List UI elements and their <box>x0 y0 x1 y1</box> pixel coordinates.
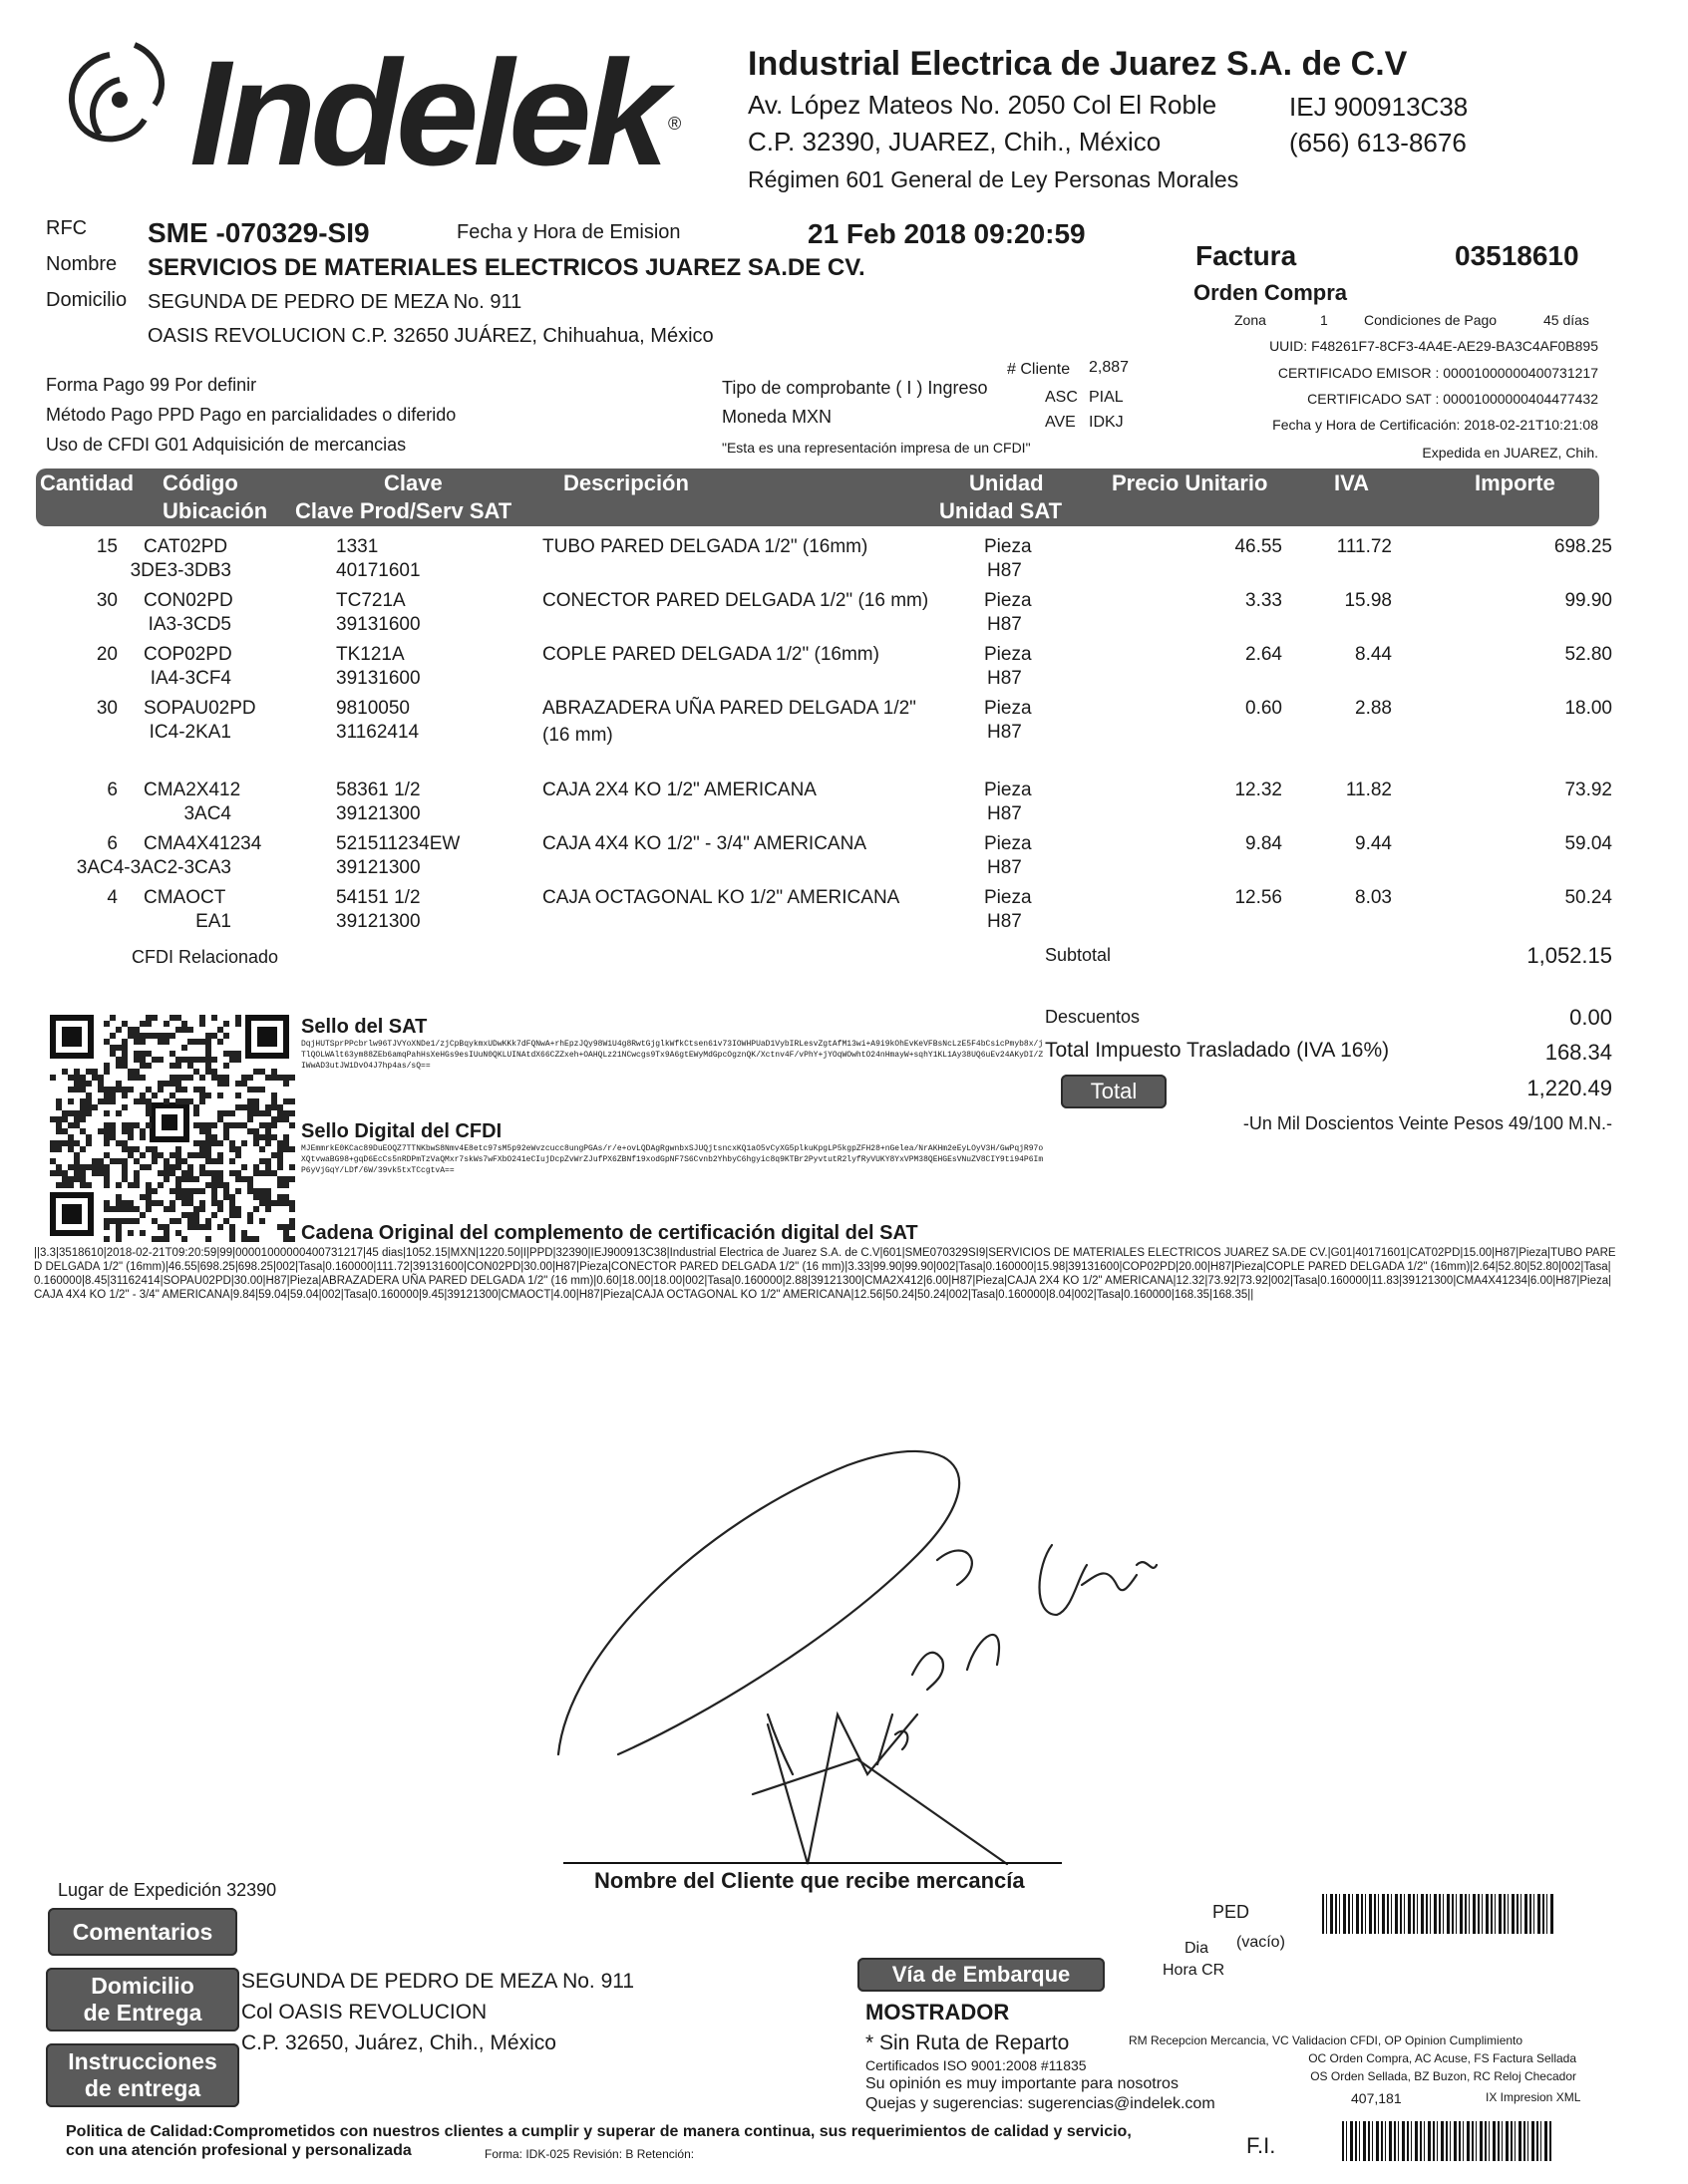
svg-text:®: ® <box>668 114 682 134</box>
asc-label: ASC <box>1045 389 1078 406</box>
cell-importe: 18.00 <box>1564 698 1612 719</box>
politica-line-2: con una atención profesional y personalizada <box>66 2142 412 2159</box>
cell-precio: 0.60 <box>1245 698 1282 719</box>
instrucciones-entrega-label <box>46 2043 239 2107</box>
cell-ubicacion: IA4-3CF4 <box>150 668 231 689</box>
firma-label: Nombre del Cliente que recibe mercancía <box>594 1868 1025 1893</box>
sin-ruta: * Sin Ruta de Reparto <box>865 2031 1070 2054</box>
company-iej: IEJ 900913C38 <box>1289 92 1469 122</box>
cell-unidad: Pieza <box>984 833 1032 854</box>
total-letra: -Un Mil Doscientos Veinte Pesos 49/100 M.N.- <box>1242 1113 1612 1133</box>
cell-codigo: CMA4X41234 <box>144 833 262 854</box>
cell-precio: 2.64 <box>1245 644 1282 665</box>
handwritten-signature-icon <box>538 1415 1177 1934</box>
cell-precio: 9.84 <box>1245 833 1282 854</box>
cell-cantidad: 6 <box>107 780 118 800</box>
total-label: Total <box>1061 1075 1167 1108</box>
header-unidad-sat: Unidad SAT <box>939 498 1063 523</box>
opinion: Su opinión es muy importante para nosotros <box>865 2075 1179 2092</box>
legend-line-3: OS Orden Sellada, BZ Buzon, RC Reloj Checador <box>1310 2069 1576 2083</box>
cadena-original: ||3.3|3518610|2018-02-21T09:20:59|99|00001000000400731217|45 dias|1052.15|MXN|1220.50|I|PPD|32390|IEJ900913C38|Industrial Electrica de Juarez S.A. de C.V|601|SME070329SI9|SERVICIOS DE MATERIALES ELECTRICOS JUAREZ SA.DE CV.|G01|40171601|CAT02PD|15.00|H87|Pieza|TUBO PARED DELGADA 1/2" (16mm)|46.55|698.25|698.25|002|Tasa|0.160000|111.72|39131600|CON02PD|30.00|H87|Pieza|CONECTOR PARED DELGADA 1/2" (16 mm)|3.33|99.90|99.90|002|Tasa|0.160000|15.98|39131600|COP02PD|20.00|H87|Pieza|COPLE PARED DELGADA 1/2" (16mm)|2.64|52.80|52.80|002|Tasa|0.160000|8.45|31162414|SOPAU02PD|30.00|H87|Pieza|ABRAZADERA UÑA PARED DELGADA 1/2" (16 mm)|0.60|18.00|18.00|002|Tasa|0.160000|2.88|39121300|CMA2X412|6.00|H87|Pieza|CAJA 2X4 KO 1/2" AMERICANA|12.32|73.92|73.92|002|Tasa|0.160000|11.83|39121300|CMA4X41234|6.00|H87|Pieza|CAJA 4X4 KO 1/2" - 3/4" AMERICANA|9.84|59.04|59.04|002|Tasa|0.160000|9.45|39121300|CMAOCT|4.00|H87|Pieza|CAJA OCTAGONAL KO 1/2" AMERICANA|12.56|50.24|50.24|002|Tasa|0.160000|8.04|002|Tasa|0.160000|168.35|168.35|| <box>34 1247 1616 1301</box>
cell-unidad: Pieza <box>984 780 1032 800</box>
cell-precio: 3.33 <box>1245 590 1282 611</box>
fecha-label: Fecha y Hora de Emision <box>457 221 681 243</box>
cell-precio: 12.56 <box>1234 887 1282 908</box>
impresion-xml: IX Impresion XML <box>1486 2090 1581 2104</box>
cell-importe: 52.80 <box>1564 644 1612 665</box>
ave-label: AVE <box>1045 414 1076 431</box>
header-descripcion: Descripción <box>563 470 689 495</box>
factura-number: 03518610 <box>1455 240 1579 271</box>
cell-clave: 521511234EW <box>336 833 461 854</box>
cell-iva: 15.98 <box>1344 590 1392 611</box>
forma-revision: Forma: IDK-025 Revisión: B Retención: <box>485 2147 695 2161</box>
descuentos-value: 0.00 <box>1569 1005 1612 1030</box>
cell-descripcion: TUBO PARED DELGADA 1/2" (16mm) <box>542 536 868 557</box>
cell-iva: 9.44 <box>1355 833 1392 854</box>
header-clave-sat: Clave Prod/Serv SAT <box>295 498 512 523</box>
orden-compra-label: Orden Compra <box>1193 280 1348 305</box>
cell-unidad-sat: H87 <box>987 911 1022 932</box>
cell-importe: 698.25 <box>1553 536 1612 557</box>
cell-precio: 12.32 <box>1234 780 1282 800</box>
header-iva: IVA <box>1334 470 1370 495</box>
entrega-line-3: C.P. 32650, Juárez, Chih., México <box>241 2031 556 2054</box>
cell-codigo: CAT02PD <box>144 536 228 557</box>
table-row <box>0 590 1688 644</box>
rfc-label: RFC <box>46 217 88 239</box>
factura-label: Factura <box>1195 240 1297 271</box>
metodo-pago: Método Pago PPD Pago en parcialidades o diferido <box>46 405 457 425</box>
cell-clave-sat: 39121300 <box>336 911 421 932</box>
table-row <box>0 698 1688 752</box>
descuentos-label: Descuentos <box>1045 1007 1141 1027</box>
cell-iva: 11.82 <box>1345 780 1392 800</box>
cell-codigo: CMAOCT <box>144 887 226 908</box>
cell-descripcion: CAJA 2X4 KO 1/2" AMERICANA <box>542 780 817 800</box>
company-logo <box>40 25 688 194</box>
cell-clave-sat: 39131600 <box>336 614 421 635</box>
qr-code-icon <box>46 1011 297 1242</box>
cell-unidad: Pieza <box>984 644 1032 665</box>
cell-clave: TK121A <box>336 644 405 665</box>
impuesto-value: 168.34 <box>1544 1040 1612 1065</box>
table-row <box>0 644 1688 698</box>
domicilio-entrega-line-1: Domicilio <box>91 1973 194 1999</box>
hora-label: Hora CR <box>1163 1962 1225 1979</box>
footer-number: 407,181 <box>1351 2090 1402 2106</box>
fecha-certificacion: Fecha y Hora de Certificación: 2018-02-21T10:21:08 <box>1272 417 1598 433</box>
cell-unidad-sat: H87 <box>987 857 1022 878</box>
sello-sat-label: Sello del SAT <box>301 1016 428 1038</box>
via-embarque-value: MOSTRADOR <box>865 2000 1010 2025</box>
cell-descripcion: ABRAZADERA UÑA PARED DELGADA 1/2" <box>542 698 916 719</box>
cell-cantidad: 15 <box>96 536 118 557</box>
cell-unidad-sat: H87 <box>987 803 1022 824</box>
company-regimen: Régimen 601 General de Ley Personas Morales <box>748 166 1239 192</box>
tipo-comprobante: Tipo de comprobante ( I ) Ingreso <box>722 378 988 398</box>
forma-pago: Forma Pago 99 Por definir <box>46 375 257 395</box>
cell-clave: 58361 1/2 <box>336 780 421 800</box>
header-cantidad: Cantidad <box>40 470 135 495</box>
vacio-label: (vacío) <box>1236 1934 1285 1951</box>
subtotal-label: Subtotal <box>1045 945 1112 965</box>
sello-sat-value: DqjHUTSprPPcbrlw96TJVYoXNDe1/zjCpBqykmxUDwKKk7dFQNwA+rhEpzJQy98W1U4g8RwtGjglkWfkCtsen61v73IOWHPUaD1VybIRLesvZgtAfM13wi+A9i9kOhEvKeVFBsNcLzE5F4bCsicPmyb8x/jTlQOLWAlt63ym88ZEb6amqPahHsXeHGs9esIUuN0QKLUINAtdX66CZZxeh+OAHQLz21NCwcgs9Tx9A6gtEWyMdGpcOgznQK/Xctnv4F/vPhY+jYOqWOwhtO24nHmayW+sqhY1KL1Ay38UQ6uEv24AKyDI/ZIWwAD3utJW1DvO4J7hp4as/sQ== <box>301 1040 1044 1071</box>
company-phone: (656) 613-8676 <box>1289 128 1467 157</box>
cell-cantidad: 6 <box>107 833 118 854</box>
cell-ubicacion: 3AC4-3AC2-3CA3 <box>76 857 231 878</box>
cell-unidad-sat: H87 <box>987 614 1022 635</box>
cell-clave-sat: 31162414 <box>336 722 420 743</box>
header-unidad: Unidad <box>969 470 1044 495</box>
cell-clave: 9810050 <box>336 698 410 719</box>
entrega-line-2: Col OASIS REVOLUCION <box>241 2001 488 2024</box>
certificado-emisor: CERTIFICADO EMISOR : 00001000000400731217 <box>1277 365 1598 381</box>
domicilio-line-2: OASIS REVOLUCION C.P. 32650 JUÁREZ, Chihuahua, México <box>148 325 714 347</box>
entrega-line-1: SEGUNDA DE PEDRO DE MEZA No. 911 <box>241 1970 635 1993</box>
zona-label: Zona <box>1234 312 1266 328</box>
cell-ubicacion: IC4-2KA1 <box>149 722 231 743</box>
company-name: Industrial Electrica de Juarez S.A. de C.V <box>748 45 1408 83</box>
cell-descripcion: COPLE PARED DELGADA 1/2" (16mm) <box>542 644 879 665</box>
via-embarque-label: Vía de Embarque <box>857 1958 1105 1992</box>
table-row <box>0 833 1688 887</box>
header-codigo: Código <box>163 470 238 495</box>
subtotal-value: 1,052.15 <box>1526 943 1612 968</box>
cell-importe: 73.92 <box>1564 780 1612 800</box>
uuid: UUID: F48261F7-8CF3-4A4E-AE29-BA3C4AF0B895 <box>1269 338 1598 354</box>
svg-text:Indelek: Indelek <box>189 29 663 194</box>
asc-value: PIAL <box>1089 389 1124 406</box>
signature-line <box>563 1862 1062 1864</box>
company-address-1: Av. López Mateos No. 2050 Col El Roble <box>748 90 1217 120</box>
cell-cantidad: 30 <box>96 698 118 719</box>
nombre-value: SERVICIOS DE MATERIALES ELECTRICOS JUAREZ SA.DE CV. <box>148 254 865 281</box>
domicilio-entrega-line-2: de Entrega <box>83 2000 202 2026</box>
total-value: 1,220.49 <box>1526 1076 1612 1100</box>
cell-unidad: Pieza <box>984 536 1032 557</box>
nombre-label: Nombre <box>46 253 118 275</box>
moneda: Moneda MXN <box>722 407 833 427</box>
cell-importe: 99.90 <box>1564 590 1612 611</box>
cell-unidad-sat: H87 <box>987 560 1022 581</box>
domicilio-label: Domicilio <box>46 289 128 311</box>
politica-line-1: Politica de Calidad:Comprometidos con nuestros clientes a cumplir y superar de manera continua, sus requerimientos de calidad y servicio, <box>66 2123 1132 2140</box>
cell-clave-sat: 39131600 <box>336 668 421 689</box>
domicilio-entrega-label <box>46 1968 239 2031</box>
impuesto-label: Total Impuesto Trasladado (IVA 16%) <box>1045 1039 1390 1062</box>
ped-label: PED <box>1212 1902 1250 1922</box>
cell-ubicacion: EA1 <box>195 911 231 932</box>
cell-cantidad: 30 <box>96 590 118 611</box>
cell-unidad: Pieza <box>984 887 1032 908</box>
table-row <box>0 536 1688 590</box>
cell-cantidad: 4 <box>107 887 118 908</box>
table-row <box>0 780 1688 833</box>
expedida-en: Expedida en JUAREZ, Chih. <box>1422 445 1598 461</box>
cell-unidad-sat: H87 <box>987 668 1022 689</box>
items-table-header <box>36 468 1599 526</box>
instrucciones-line-2: de entrega <box>84 2075 201 2101</box>
cell-iva: 8.44 <box>1355 644 1392 665</box>
cell-clave-sat: 39121300 <box>336 857 421 878</box>
zona-value: 1 <box>1320 312 1328 328</box>
cell-codigo: SOPAU02PD <box>144 698 256 719</box>
barcode-bottom <box>1342 2121 1553 2161</box>
cell-clave: 54151 1/2 <box>336 887 421 908</box>
qr-code <box>46 1011 297 1242</box>
condiciones-value: 45 días <box>1543 312 1589 328</box>
cell-importe: 59.04 <box>1564 833 1612 854</box>
cell-ubicacion: IA3-3CD5 <box>148 614 231 635</box>
header-importe: Importe <box>1475 470 1555 495</box>
cell-cantidad: 20 <box>96 644 118 665</box>
company-address-2: C.P. 32390, JUAREZ, Chih., México <box>748 127 1162 156</box>
cell-descripcion: CONECTOR PARED DELGADA 1/2" (16 mm) <box>542 590 929 611</box>
sello-cfdi-label: Sello Digital del CFDI <box>301 1120 503 1142</box>
cell-importe: 50.24 <box>1564 887 1612 908</box>
cfdi-relacionado: CFDI Relacionado <box>132 947 279 967</box>
cell-descripcion2: (16 mm) <box>542 725 613 746</box>
cell-ubicacion: 3AC4 <box>183 803 231 824</box>
lugar-expedicion: Lugar de Expedición 32390 <box>58 1880 277 1900</box>
cell-clave: TC721A <box>336 590 406 611</box>
cell-iva: 2.88 <box>1355 698 1392 719</box>
cell-precio: 46.55 <box>1234 536 1282 557</box>
cell-unidad: Pieza <box>984 698 1032 719</box>
quejas: Quejas y sugerencias: sugerencias@indelek.com <box>865 2095 1215 2112</box>
condiciones-label: Condiciones de Pago <box>1364 312 1498 328</box>
fi-label: F.I. <box>1246 2133 1276 2158</box>
certificado-sat: CERTIFICADO SAT : 00001000000404477432 <box>1307 391 1598 407</box>
legend-line-1: RM Recepcion Mercancia, VC Validacion CFDI, OP Opinion Cumplimiento <box>1129 2033 1523 2047</box>
representacion-note: "Esta es una representación impresa de un CFDI" <box>722 440 1031 456</box>
header-precio: Precio Unitario <box>1112 470 1268 495</box>
ave-value: IDKJ <box>1089 414 1124 431</box>
domicilio-line-1: SEGUNDA DE PEDRO DE MEZA No. 911 <box>148 291 522 313</box>
instrucciones-line-1: Instrucciones <box>68 2048 217 2074</box>
cell-clave: 1331 <box>336 536 379 557</box>
table-row <box>0 887 1688 941</box>
cliente-value: 2,887 <box>1089 359 1130 376</box>
iso-cert: Certificados ISO 9001:2008 #11835 <box>865 2057 1087 2073</box>
cell-clave-sat: 40171601 <box>336 560 421 581</box>
cell-codigo: COP02PD <box>144 644 232 665</box>
comentarios-label: Comentarios <box>48 1908 237 1956</box>
cell-unidad: Pieza <box>984 590 1032 611</box>
cell-codigo: CON02PD <box>144 590 233 611</box>
sello-cfdi-value: MJEmmrkE0KCac89DuEOQZ7TTNKbwS8Nmv4E8etc97sM5p92eWvzcucc8ungPGAs/r/e+ovLQDAgRgwnbxSJUQjtsncxKQ1aO5vCyXG5plkuKpgLP5kgpZFH28+nGelea/NrAKHm2eEyLOyV3H/GwPqjR97oXQtvwaBG98+gqD6EcCs5nRDPmTzVaQMxr7skWs7wFXbO241eCIujDcpZvWrZJufPX6ZBNf19xodGpNF7S6Cvnb2YhbyC6hgyic8q9KTBr2PyvtutR2lyfRyVUKY8YxVPM38QEHGEsVNuZV8CIY9ti94P6ImP6yVjGqY/LDf/6W/39vk5txTCcgtvA== <box>301 1144 1044 1175</box>
cell-codigo: CMA2X412 <box>144 780 241 800</box>
cell-descripcion: CAJA OCTAGONAL KO 1/2" AMERICANA <box>542 887 900 908</box>
indelek-logo-icon <box>40 25 688 194</box>
cell-iva: 8.03 <box>1355 887 1392 908</box>
dia-label: Dia <box>1184 1940 1209 1957</box>
cell-clave-sat: 39121300 <box>336 803 421 824</box>
cell-iva: 111.72 <box>1336 536 1392 557</box>
rfc-value: SME -070329-SI9 <box>148 217 370 248</box>
header-clave: Clave <box>384 470 443 495</box>
barcode-top <box>1322 1894 1553 1934</box>
fecha-value: 21 Feb 2018 09:20:59 <box>808 218 1086 249</box>
cliente-label: # Cliente <box>1007 361 1071 378</box>
cell-ubicacion: 3DE3-3DB3 <box>130 560 231 581</box>
cadena-label: Cadena Original del complemento de certificación digital del SAT <box>301 1222 918 1244</box>
cell-unidad-sat: H87 <box>987 722 1022 743</box>
signature <box>538 1415 1177 1934</box>
uso-cfdi: Uso de CFDI G01 Adquisición de mercancias <box>46 435 407 455</box>
legend-line-2: OC Orden Compra, AC Acuse, FS Factura Sellada <box>1308 2051 1576 2065</box>
header-ubicacion: Ubicación <box>163 498 268 523</box>
cell-descripcion: CAJA 4X4 KO 1/2" - 3/4" AMERICANA <box>542 833 867 854</box>
